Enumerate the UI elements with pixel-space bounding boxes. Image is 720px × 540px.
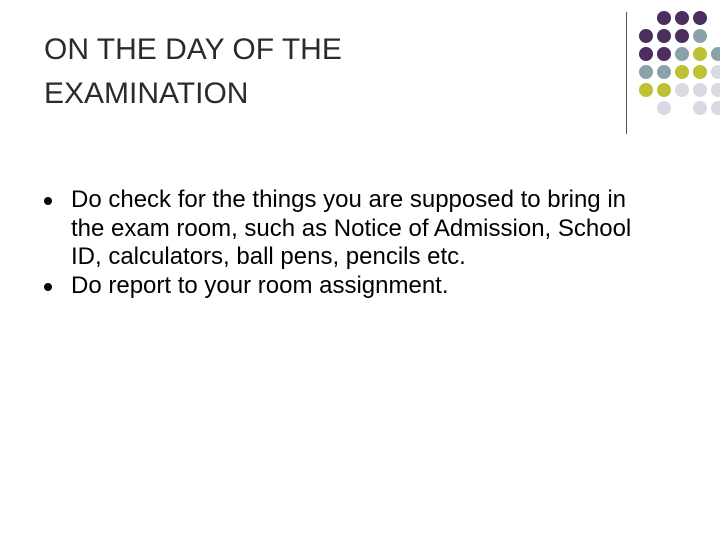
slide-title-line-1: ON THE DAY OF THE [44,33,342,66]
decorative-dot [693,101,707,115]
title-divider [626,12,627,134]
decorative-dot [693,29,707,43]
bullet-dot-icon [44,197,52,205]
decorative-dot [657,11,671,25]
decorative-dot [675,47,689,61]
bullet-text: Do check for the things you are supposed to bring in the exam room, such as Notice of Admission, School ID, calculators, ball pens, pencils etc. [71,186,632,270]
bullet-item [44,186,664,272]
decorative-dot [675,29,689,43]
bullet-item [44,272,664,301]
decorative-dot [675,83,689,97]
decorative-dot [639,65,653,79]
decorative-dot [711,47,720,61]
bullet-list [44,186,664,300]
decorative-dot [693,83,707,97]
decorative-dot [693,47,707,61]
decorative-dot [639,83,653,97]
bullet-dot-icon [44,283,52,291]
decorative-dot [693,11,707,25]
decorative-dot [639,47,653,61]
decorative-dot [657,65,671,79]
decorative-dot [693,65,707,79]
decorative-dot [657,47,671,61]
decorative-dot [711,65,720,79]
decorative-dot [711,83,720,97]
decorative-dot [675,65,689,79]
decorative-dot [639,29,653,43]
decorative-dot [657,83,671,97]
decorative-dot [657,29,671,43]
decorative-dot [657,101,671,115]
decorative-dot [675,11,689,25]
slide-title-line-2: EXAMINATION [44,77,249,110]
slide-title [44,28,584,116]
decorative-dot [711,101,720,115]
bullet-text: Do report to your room assignment. [71,271,449,299]
